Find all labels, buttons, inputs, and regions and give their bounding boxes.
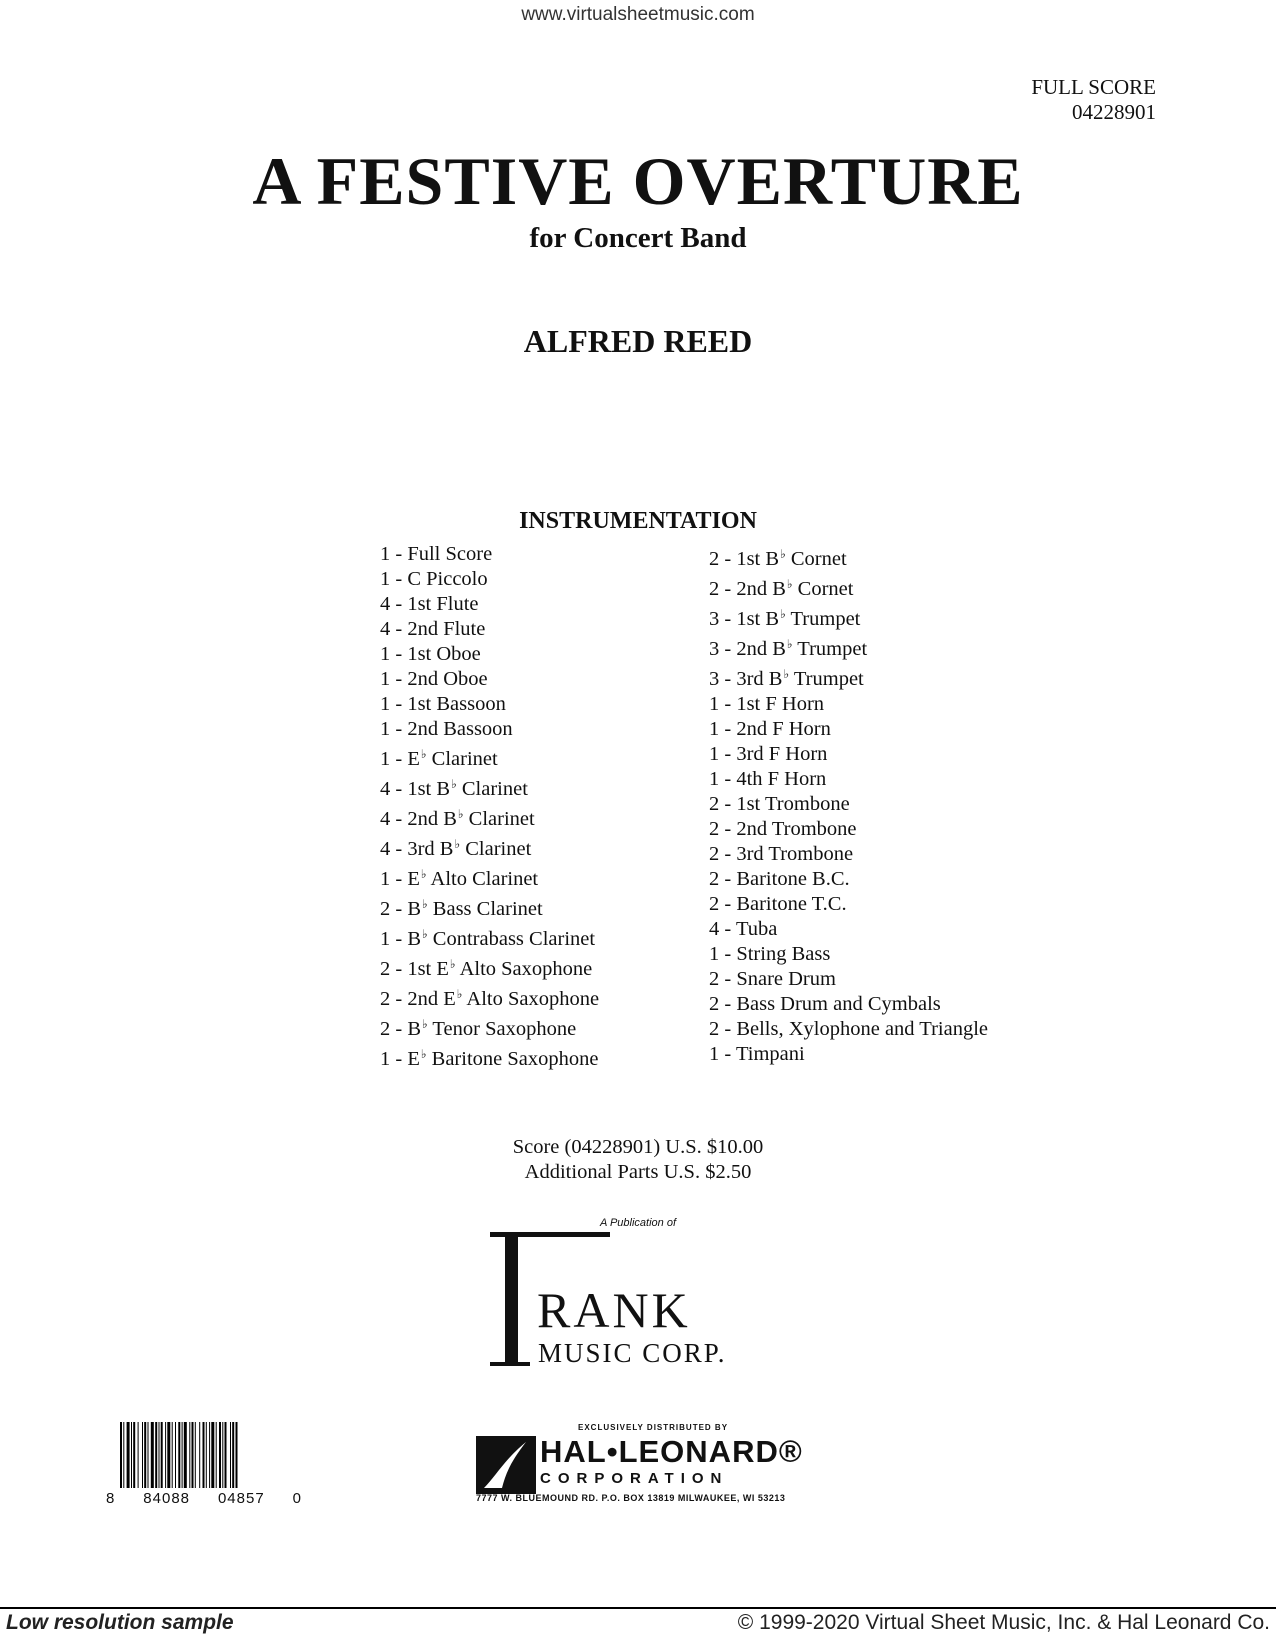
barcode-digit-group: 84088 [143, 1490, 191, 1507]
instrument-text: 3 - 2nd B [709, 638, 786, 660]
instrument-text: 4 - 3rd B [380, 838, 454, 860]
instrument-text: 2 - Baritone B.C. [709, 868, 850, 890]
instrument-item [380, 667, 599, 692]
barcode-digit-group: 04857 [217, 1490, 265, 1507]
barcode-digit-group: 0 [292, 1490, 302, 1507]
barcode-bar [222, 1422, 223, 1488]
footer-divider [0, 1607, 1276, 1609]
instrument-text: 3 - 1st B [709, 608, 780, 630]
barcode-bar [211, 1422, 214, 1488]
instrument-text: 1 - 1st F Horn [709, 693, 825, 715]
barcode-bar [138, 1422, 139, 1488]
instrument-item [380, 617, 599, 642]
hal-leonard-corporation: CORPORATION [540, 1470, 729, 1487]
hal-leonard-logo-icon [476, 1436, 536, 1494]
frank-logo-stem [505, 1232, 518, 1365]
instrument-item [709, 942, 988, 967]
flat-symbol: ♭ [780, 607, 786, 621]
instrument-text: Clarinet [426, 748, 498, 770]
instrument-item [709, 767, 988, 792]
instrument-item [380, 742, 599, 772]
instrument-item [709, 842, 988, 867]
instrument-item [709, 602, 988, 632]
flat-symbol: ♭ [454, 837, 461, 851]
instrument-item [709, 717, 988, 742]
barcode-bar [161, 1422, 163, 1488]
barcode-bar [159, 1422, 160, 1488]
barcode-bar [199, 1422, 200, 1488]
barcode-bar [225, 1422, 227, 1488]
instrument-item [709, 967, 988, 992]
barcode-bar [219, 1422, 221, 1488]
instrument-item [709, 542, 988, 572]
instrument-text: 1 - 4th F Horn [709, 768, 827, 790]
instrument-list-right [709, 542, 988, 1067]
instrument-item [709, 1017, 988, 1042]
instrument-item [709, 632, 988, 662]
instrument-item [380, 542, 599, 567]
instrument-item [709, 992, 988, 1017]
score-price: Score (04228901) U.S. $10.00 [512, 1136, 764, 1158]
instrument-item [380, 772, 599, 802]
instrument-text: 1 - 3rd F Horn [709, 743, 828, 765]
barcode-bar [167, 1422, 170, 1488]
flat-symbol: ♭ [783, 667, 790, 681]
instrument-text: 2 - 1st Trombone [709, 793, 850, 815]
instrument-item [380, 952, 599, 982]
instrument-item [380, 642, 599, 667]
instrument-text: 4 - Tuba [709, 918, 778, 940]
instrument-item [709, 572, 988, 602]
barcode-bar [127, 1422, 130, 1488]
barcode-bar [236, 1422, 238, 1488]
instrument-text: 2 - B [380, 1018, 421, 1040]
instrument-text: Trumpet [785, 608, 861, 630]
copyright: © 1999-2020 Virtual Sheet Music, Inc. & Hal Leonard Co. [737, 1611, 1270, 1634]
instrument-item [709, 892, 988, 917]
instrument-text: Contrabass Clarinet [427, 928, 596, 950]
instrument-item [380, 892, 599, 922]
instrument-text: 2 - 2nd B [709, 578, 786, 600]
barcode-bar [206, 1422, 207, 1488]
barcode-bar [131, 1422, 132, 1488]
instrument-text: 2 - Snare Drum [709, 968, 836, 990]
instrument-text: 1 - 1st Bassoon [380, 693, 506, 715]
instrument-text: 2 - 2nd E [380, 988, 456, 1010]
instrument-item [380, 592, 599, 617]
instrument-item [380, 1042, 599, 1072]
instrument-text: 1 - Timpani [709, 1043, 805, 1065]
flat-symbol: ♭ [422, 1017, 428, 1031]
instrument-text: Bass Clarinet [427, 898, 543, 920]
instrument-text: 1 - 1st Oboe [380, 643, 481, 665]
barcode-bar [123, 1422, 124, 1488]
instrument-item [380, 692, 599, 717]
instrument-text: 4 - 2nd Flute [380, 618, 486, 640]
frank-logo-text: RANK [537, 1282, 691, 1338]
instrument-text: Alto Saxophone [455, 958, 593, 980]
score-label [1031, 75, 1156, 125]
instrument-text: 4 - 1st Flute [380, 593, 479, 615]
flat-symbol: ♭ [420, 747, 427, 761]
flat-symbol: ♭ [422, 927, 428, 941]
barcode-bar [175, 1422, 176, 1488]
instrument-text: 1 - E [380, 748, 420, 770]
barcode-digit-group: 8 [106, 1490, 116, 1507]
barcode-bar [209, 1422, 210, 1488]
instrument-text: Alto Saxophone [462, 988, 600, 1010]
instrument-list-left [380, 542, 599, 1072]
page-title: A FESTIVE OVERTURE [252, 143, 1024, 219]
instrument-text: 1 - E [380, 868, 420, 890]
flat-symbol: ♭ [457, 807, 464, 821]
barcode-bar [144, 1422, 146, 1488]
instrument-text: Baritone Saxophone [426, 1048, 599, 1070]
frank-logo-subtext: MUSIC CORP. [538, 1338, 727, 1368]
instrument-text: 2 - Bass Drum and Cymbals [709, 993, 941, 1015]
instrument-text: 4 - 1st B [380, 778, 451, 800]
flat-symbol: ♭ [420, 867, 427, 881]
instrument-text: 2 - 1st E [380, 958, 449, 980]
instrument-text: Tenor Saxophone [427, 1018, 577, 1040]
publisher-address: 7777 W. BLUEMOUND RD. P.O. BOX 13819 MILWAUKEE, WI 53213 [476, 1493, 786, 1503]
barcode-bar [155, 1422, 157, 1488]
hal-leonard-name: HAL•LEONARD® [540, 1434, 803, 1469]
score-number: 04228901 [1072, 100, 1156, 124]
barcode-bar [172, 1422, 173, 1488]
instrument-text: 1 - 2nd Oboe [380, 668, 488, 690]
instrument-item [709, 1042, 988, 1067]
score-type: FULL SCORE [1031, 75, 1156, 99]
barcode-bar [216, 1422, 217, 1488]
distributed-by: EXCLUSIVELY DISTRIBUTED BY [578, 1423, 729, 1432]
instrument-text: 2 - Baritone T.C. [709, 893, 847, 915]
instrument-text: Clarinet [463, 808, 535, 830]
flat-symbol: ♭ [451, 777, 457, 791]
publication-label: A Publication of [599, 1217, 677, 1229]
instrument-item [709, 792, 988, 817]
instrument-text: 1 - Full Score [380, 543, 493, 565]
flat-symbol: ♭ [456, 987, 463, 1001]
barcode-bar [165, 1422, 166, 1488]
instrument-item [380, 802, 599, 832]
instrument-text: 1 - E [380, 1048, 420, 1070]
barcode-bar [195, 1422, 196, 1488]
instrument-text: 2 - 3rd Trombone [709, 843, 854, 865]
instrument-text: Trumpet [792, 638, 868, 660]
flat-symbol: ♭ [786, 577, 793, 591]
instrument-item [380, 1012, 599, 1042]
flat-symbol: ♭ [422, 897, 428, 911]
pricing [0, 1135, 1276, 1185]
instrument-text: 2 - B [380, 898, 421, 920]
barcode-bar [151, 1422, 154, 1488]
instrument-text: 2 - Bells, Xylophone and Triangle [709, 1018, 989, 1040]
barcode-bar [182, 1422, 183, 1488]
barcode-bar [184, 1422, 187, 1488]
instrument-item [380, 982, 599, 1012]
barcode [120, 1422, 283, 1488]
instrument-item [380, 567, 599, 592]
barcode-bar [133, 1422, 135, 1488]
instrument-text: Alto Clarinet [426, 868, 539, 890]
instrument-text: Clarinet [456, 778, 528, 800]
instrument-text: 2 - 1st B [709, 548, 780, 570]
instrument-text: Trumpet [789, 668, 864, 690]
instrument-text: 1 - C Piccolo [380, 568, 488, 590]
frank-logo-base [490, 1362, 530, 1366]
instrument-text: 1 - 2nd F Horn [709, 718, 831, 740]
instrument-item [709, 662, 988, 692]
barcode-bar [142, 1422, 143, 1488]
instrument-text: Cornet [785, 548, 847, 570]
barcode-bar [189, 1422, 190, 1488]
barcode-bar [230, 1422, 231, 1488]
instrument-item [709, 817, 988, 842]
instrument-text: 1 - B [380, 928, 421, 950]
instrument-text: 1 - 2nd Bassoon [380, 718, 513, 740]
flat-symbol: ♭ [786, 637, 793, 651]
barcode-bar [203, 1422, 205, 1488]
flat-symbol: ♭ [420, 1047, 427, 1061]
instrument-text: 4 - 2nd B [380, 808, 457, 830]
instrument-text: Cornet [792, 578, 854, 600]
instrument-item [709, 917, 988, 942]
low-res-notice: Low resolution sample [6, 1611, 234, 1634]
barcode-bar [148, 1422, 149, 1488]
instrument-text: 2 - 2nd Trombone [709, 818, 857, 840]
instrument-item [709, 692, 988, 717]
composer: ALFRED REED [523, 323, 753, 359]
flat-symbol: ♭ [449, 957, 456, 971]
subtitle: for Concert Band [529, 222, 747, 254]
instrument-text: Clarinet [460, 838, 532, 860]
barcode-bar [120, 1422, 122, 1488]
header-url[interactable]: www.virtualsheetmusic.com [521, 4, 755, 25]
instrument-text: 1 - String Bass [709, 943, 831, 965]
instrument-item [380, 717, 599, 742]
instrument-item [380, 922, 599, 952]
instrument-item [709, 867, 988, 892]
instrument-item [380, 862, 599, 892]
barcode-bar [232, 1422, 234, 1488]
instrument-item [709, 742, 988, 767]
flat-symbol: ♭ [780, 547, 786, 561]
instrument-text: 3 - 3rd B [709, 668, 783, 690]
barcode-bar [178, 1422, 180, 1488]
instrument-item [380, 832, 599, 862]
barcode-digits [106, 1490, 302, 1507]
barcode-bar [192, 1422, 194, 1488]
instrumentation-heading: INSTRUMENTATION [519, 508, 757, 534]
parts-price: Additional Parts U.S. $2.50 [524, 1161, 752, 1183]
